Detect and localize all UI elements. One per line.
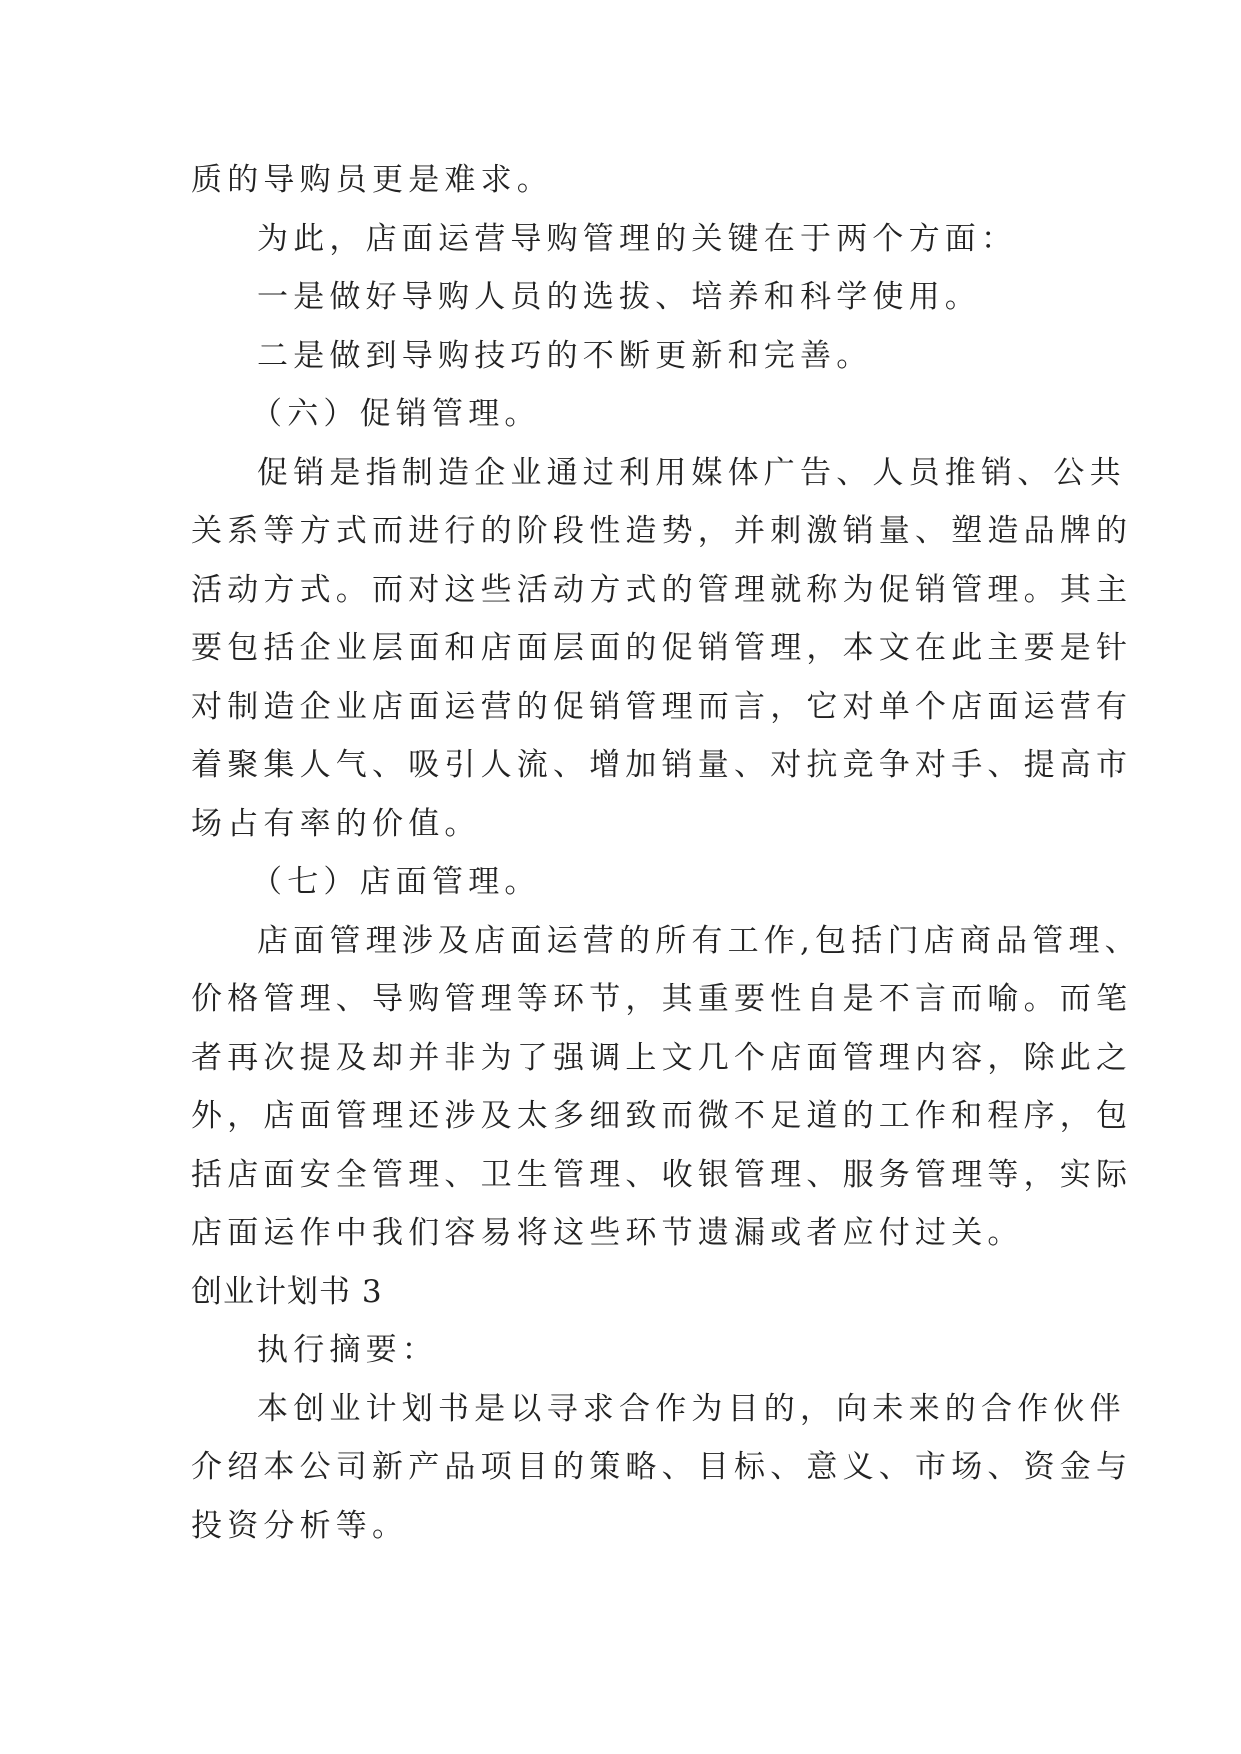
section-heading-7: （七）店面管理。: [251, 864, 541, 900]
paragraph-line: 执行摘要：: [257, 1332, 438, 1368]
paragraph-line: 店面运作中我们容易将这些环节遗漏或者应付过关。: [191, 1215, 1024, 1251]
paragraph-line: 活动方式。而对这些活动方式的管理就称为促销管理。其主: [191, 571, 1133, 608]
paragraph-line: 为此，店面运营导购管理的关键在于两个方面：: [257, 220, 1018, 257]
paragraph-line: 介绍本公司新产品项目的策略、目标、意义、市场、资金与: [191, 1449, 1133, 1485]
document-body: [191, 151, 1141, 1555]
paragraph-line: 对制造企业店面运营的促销管理而言，它对单个店面运营有: [191, 688, 1133, 725]
paragraph-line: 店面管理涉及店面运营的所有工作,包括门店商品管理、: [257, 922, 1141, 959]
paragraph-line: 一是做好导购人员的选拔、培养和科学使用。: [257, 279, 981, 315]
paragraph-line: 价格管理、导购管理等环节，其重要性自是不言而喻。而笔: [191, 981, 1133, 1017]
section-heading-6: （六）促销管理。: [251, 396, 541, 432]
paragraph-line: 外，店面管理还涉及太多细致而微不足道的工作和程序，包: [191, 1098, 1133, 1134]
paragraph-line: 者再次提及却并非为了强调上文几个店面管理内容，除此之: [191, 1039, 1133, 1076]
paragraph-line: 促销是指制造企业通过利用媒体广告、人员推销、公共: [257, 454, 1126, 491]
paragraph-line: 着聚集人气、吸引人流、增加销量、对抗竞争对手、提高市: [191, 747, 1133, 783]
paragraph-line: 要包括企业层面和店面层面的促销管理，本文在此主要是针: [191, 630, 1133, 666]
paragraph-line: 括店面安全管理、卫生管理、收银管理、服务管理等，实际: [191, 1156, 1133, 1193]
paragraph-line: 二是做到导购技巧的不断更新和完善。: [257, 337, 873, 374]
paragraph-line: 本创业计划书是以寻求合作为目的，向未来的合作伙伴: [257, 1390, 1126, 1427]
document-title: 创业计划书 3: [191, 1273, 383, 1310]
paragraph-line: 投资分析等。: [191, 1507, 409, 1544]
paragraph-line: 质的导购员更是难求。: [191, 162, 553, 198]
paragraph-line: 场占有率的价值。: [191, 805, 481, 842]
paragraph-line: 关系等方式而进行的阶段性造势，并刺激销量、塑造品牌的: [191, 513, 1133, 549]
